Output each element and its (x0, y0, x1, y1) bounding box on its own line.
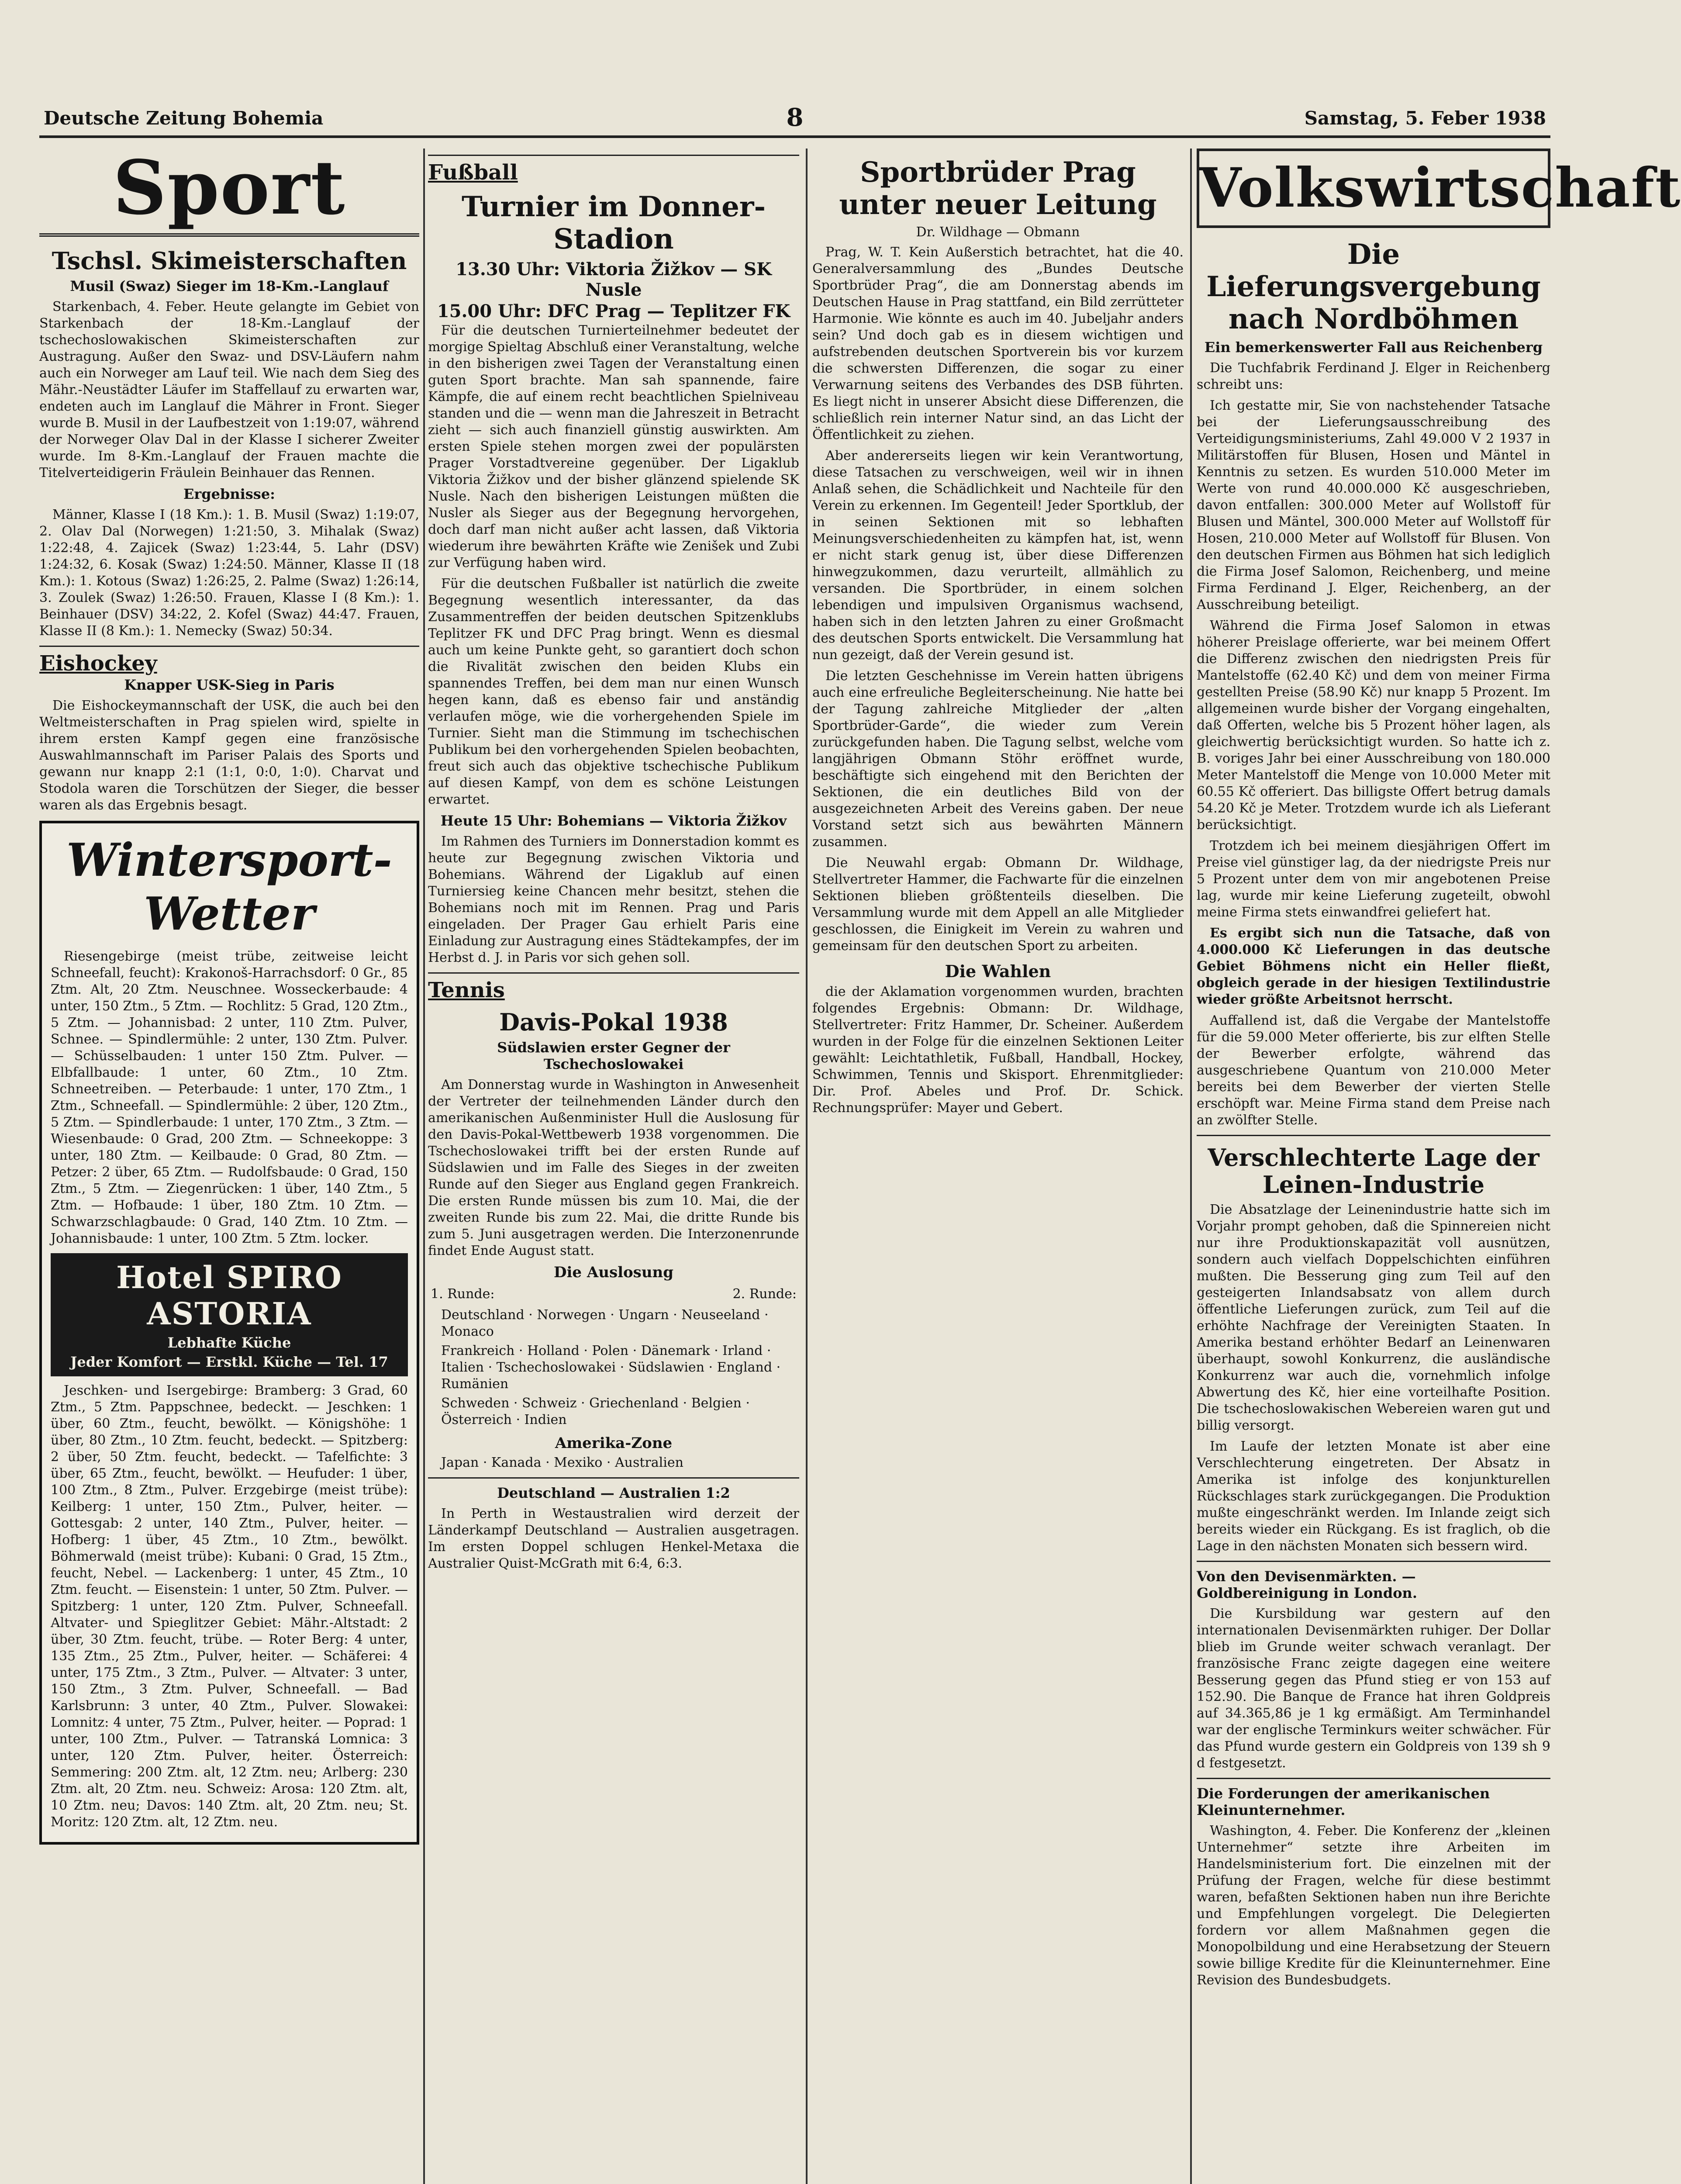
devisen-heading: Von den Devisenmärkten. — Goldbereinigung in London. (1197, 1568, 1417, 1601)
volkswirtschaft-section-title: Volkswirtschaft (1197, 149, 1550, 228)
divider (1197, 1135, 1550, 1136)
sportbrueder-body: Prag, W. T. Kein Außerstich betrachtet, hat die 40. Generalversammlung des „Bundes Deutsche Sportbrüder Prag“, die am Donnerstag abends im Deutschen Hause in Prag stattfand, ein Bild zerrütteter Harmonie. Wie könnte es auch im 40. Jubeljahr anders sein? Und doch gab es in diesem wichtigen und aufstrebenden deutschen Sportverein bis vor kurzem die schwersten Differenzen, die sogar zu einer Verwarnung seitens des Verbandes des DSB führten. Es liegt nicht in unserer Absicht diese Differenzen, die schließlich rein interner Natur sind, an das Licht der Öffentlichkeit zu ziehen. (812, 245, 1184, 442)
wintersport-box (39, 821, 419, 1845)
divider (39, 646, 419, 647)
draw-header (428, 1286, 799, 1303)
sportbrueder-headline: Sportbrüder Prag unter neuer Leitung (839, 156, 1157, 221)
running-head (39, 100, 1550, 138)
kleinunternehmer-body: Washington, 4. Feber. Die Konferenz der „kleinen Unternehmer“ setzte ihre Arbeiten im Handelsministerium fort. Die einzelnen mit der Prüfung der Fragen, welche für diese bestimmt waren, befaßten Sektionen haben nun ihre Berichte und Empfehlungen vorgelegt. Die Delegierten fordern vor allem Maßnahmen gegen die Monopolbildung und eine Herabsetzung der Steuern sowie billige Kredite für die Kleinunternehmer. Eine Revision des Bundesbudgets. (1197, 1823, 1550, 1988)
draw-round-2: 2. Runde: (732, 1286, 797, 1302)
sportbrueder-body-2: Aber andererseits liegen wir kein Verantwortung, diese Tatsachen zu verschweigen, weil wir in ihnen Anlaß sehen, die Schädlichkeit und Nachteile für den Verein zu erkennen. Im Gegenteil! Jeder Sportklub, der in seinen Sektionen mit so lebhaften Meinungsverschiedenheiten zu kämpfen hat, ist, wenn er nicht stark genug ist, über diese Differenzen hinwegzukommen, dazu verurteilt, allmählich zu versanden. Die Sportbrüder, in einem solchen lebendigen und impulsiven Organismus wachsend, haben sich in den letzten Jahren zu einer Großmacht des deutschen Sports entwickelt. Die Versammlung hat nun gezeigt, daß der Verein gesund ist. (812, 448, 1184, 663)
issue-date: Samstag, 5. Feber 1938 (1304, 107, 1546, 129)
lieferung-body-2: Während die Firma Josef Salomon in etwas höherer Preislage offerierte, war bei meinem Offert die Differenz zwischen den niedrigsten Preis für Mantelstoffe (62.40 Kč) und dem von meiner Firma gestellten Preise (58.90 Kč) nur knapp 5 Prozent. Im allgemeinen wurde bisher der Vorgang eingehalten, daß Offerten, welche bis 5 Prozent höher lagen, als gleichwertig berücksichtigt wurden. So hatte ich z. B. voriges Jahr bei einer Ausschreibung von 180.000 Meter Mantelstoff die Menge von 10.000 Meter mit 60.55 Kč offeriert. Das billigste Offert betrug damals 54.20 Kč je Meter. Trotzdem wurde ich als Lieferant berücksichtigt. (1197, 618, 1550, 833)
davis-headline: Davis-Pokal 1938 (499, 1008, 728, 1036)
sport-section-title: Sport (39, 149, 419, 237)
lieferung-intro: Die Tuchfabrik Ferdinand J. Elger in Reichenberg schreibt uns: (1197, 360, 1550, 392)
column-4 (1197, 149, 1681, 2184)
masthead-name: Deutsche Zeitung Bohemia (44, 107, 324, 129)
eishockey-subtitle: Knapper USK-Sieg in Paris (124, 677, 335, 693)
fixture-1: 13.30 Uhr: Viktoria Žižkov — SK Nusle (456, 259, 772, 300)
divider (428, 972, 799, 974)
lieferung-body: Ich gestatte mir, Sie von nachstehender Tatsache bei der Lieferungsausschreibung des Verteidigungsministeriums, Zahl 49.000 V 2 1937 in Militärstoffen für Blusen, Hosen und Mäntel in Kenntnis zu setzen. Es wurden 510.000 Meter im Werte von rund 40.000.000 Kč ausgeschrieben, davon entfallen: 300.000 Meter auf Wollstoff für Blusen und Mäntel, 300.000 Meter auf Wollstoff für Hosen, 210.000 Meter auf Wollstoff für Blusen. Von den deutschen Firmen aus Böhmen hat sich lediglich die Firma Josef Salomon, Reichenberg, und meine Firma Ferdinand J. Elger, Reichenberg, an der Ausschreibung beteiligt. (1197, 398, 1550, 612)
fixture-2: 15.00 Uhr: DFC Prag — Teplitzer FK (437, 301, 790, 321)
lieferung-body-3: Trotzdem ich bei meinem diesjährigen Offert im Preise viel günstiger lag, da der niedrigste Preis nur 5 Prozent unter dem von mir angebotenen Preise lag, wurde mir keine Lieferung zugeteilt, obwohl meine Firma stets einwandfrei geliefert hat. (1197, 838, 1550, 920)
eishockey-body: Die Eishockeymannschaft der USK, die auch bei den Weltmeisterschaften in Prag spielen wird, spielte in ihrem ersten Kampf gegen eine französische Auswahlmannschaft im Pariser Palais des Sports und gewann nur knapp 2:1 (1:1, 0:0, 1:0). Charvat und Stodola waren die Torschützen der Sieger, die besser waren als das Ergebnis besagt. (39, 698, 419, 813)
wahlen-body: die der Aklamation vorgenommen wurden, brachten folgendes Ergebnis: Obmann: Dr. Wildhage, Stellvertreter: Fritz Hammer, Dr. Scheiner. Außerdem wurden in der Folge für die einzelnen Sektionen Leiter gewählt: Leichtathletik, Fußball, Handball, Hockey, Schwimmen, Tennis und Skisport. Ehrenmitglieder: Dir. Prof. Abeles und Prof. Dr. Schick. Rechnungsprüfer: Mayer und Gebert. (812, 984, 1184, 1116)
sportbrueder-body-3: Die letzten Geschehnisse im Verein hatten übrigens auch eine erfreuliche Begleiterscheinung. Nie hatte bei der Tagung zahlreiche Mitglieder der „alten Sportbrüder-Garde“, die wieder zum Verein zurückgefunden haben. Die Tagung selbst, welche vom langjährigen Obmann Stöhr eröffnet wurde, beschäftigte sich eingehend mit den Berichten der Sektionen, die ein deutliches Bild von der ausgezeichneten Arbeit des Vereins gaben. Der neue Vorstand setzt sich aus bewährten Männern zusammen. (812, 668, 1184, 850)
draw-group-a: Deutschland · Norwegen · Ungarn · Neuseeland · Monaco (441, 1307, 769, 1339)
newspaper-page (39, 100, 1681, 2184)
divider (428, 155, 799, 156)
fussball-subheading: Heute 15 Uhr: Bohemians — Viktoria Žižkov (440, 812, 787, 829)
column-1 (39, 144, 419, 2184)
sportbrueder-body-4: Die Neuwahl ergab: Obmann Dr. Wildhage, Stellvertreter Hammer, die Fachwarte für die einzelnen Sektionen blieben größtenteils dieselben. Die Versammlung wurde mit dem Appell an alle Mitglieder geschlossen, die Einigkeit im Verein zu wahren und gemeinsam für den deutschen Sport zu arbeiten. (812, 855, 1184, 954)
america-zone-title: Amerika-Zone (555, 1434, 673, 1452)
devisen-body: Die Kursbildung war gestern auf den internationalen Devisenmärkten ruhiger. Der Dollar blieb im Grunde weiter schwach veranlagt. Der französische Franc zeigte dagegen eine weitere Besserung gegen das Pfund stieg er von 153 auf 152.90. Die Banque de France hat ihren Goldpreis auf 34.365,86 je 1 kg ermäßigt. Am Terminhandel war der englische Terminkurs weiter schwächer. Für das Pfund wurde gestern ein Goldpreis von 139 sh 9 d festgesetzt. (1197, 1606, 1550, 1771)
draw-group-c: Schweden · Schweiz · Griechenland · Belgien · Österreich · Indien (441, 1396, 750, 1427)
leinen-headline: Verschlechterte Lage der Leinen-Industrie (1208, 1144, 1539, 1199)
draw-group-d: Japan · Kanada · Mexiko · Australien (441, 1455, 683, 1470)
wahlen-title: Die Wahlen (945, 961, 1051, 981)
column-rule (423, 149, 425, 2184)
fussball-headline: Turnier im Donner-Stadion (461, 190, 766, 256)
column-3 (812, 149, 1184, 2184)
draw-title: Die Auslosung (553, 1264, 674, 1281)
lieferung-highlight: Es ergibt sich nun die Tatsache, daß von 4.000.000 Kč Lieferungen in das deutsche Gebiet Böhmens nicht ein Heller fließt, obgleich gerade in der hiesigen Textilindustrie wieder größte Arbeitsnot herrscht. (1197, 926, 1550, 1007)
column-rule (806, 149, 808, 2184)
hotel-advertisement (51, 1253, 408, 1376)
ski-subtitle: Musil (Swaz) Sieger im 18-Km.-Langlauf (70, 278, 389, 294)
divider (428, 1477, 799, 1479)
davis-subtitle: Südslawien erster Gegner der Tschechoslowakei (497, 1039, 730, 1072)
davis-body: Am Donnerstag wurde in Washington in Anwesenheit der Vertreter der teilnehmenden Länder durch den amerikanischen Außenminister Hull die Auslosung für den Davis-Pokal-Wettbewerb 1938 vorgenommen. Die Tschechoslowakei trifft bei der ersten Runde auf Südslawien und im Falle des Sieges in der zweiten Runde auf den Sieger aus England gegen Frankreich. Die ersten Runde müssen bis zum 10. Mai, die der zweiten Runde bis zum 22. Mai, die dritte Runde bis zum 5. Juni ausgetragen werden. Die Interzonenrunde findet Ende August statt. (428, 1077, 799, 1258)
hotel-name: Hotel SPIRO ASTORIA (116, 1259, 342, 1332)
hotel-tagline: Jeder Komfort — Erstkl. Küche — Tel. 17 (70, 1354, 388, 1370)
divider (1197, 1561, 1550, 1562)
wintersport-body-2: Jeschken- und Isergebirge: Bramberg: 3 Grad, 60 Ztm., 5 Ztm. Pappschnee, bedeckt. — Jeschken: 1 über, 60 Ztm., feucht, bewölkt. — Königshöhe: 1 über, 80 Ztm., 10 Ztm. feucht, bedeckt. — Spitzberg: 2 über, 50 Ztm. feucht, bedeckt. — Tafelfichte: 3 über, 65 Ztm., feucht, bewölkt. — Heufuder: 1 über, 100 Ztm., 8 Ztm., Pulver. Erzgebirge (meist trübe): Keilberg: 1 unter, 150 Ztm., Pulver, heiter. — Gottesgab: 2 unter, 140 Ztm., Pulver, heiter. — Hofberg: 1 über, 45 Ztm., 10 Ztm., bewölkt. Böhmerwald (meist trübe): Kubani: 0 Grad, 15 Ztm., feucht, Nebel. — Lackenberg: 1 unter, 45 Ztm., 10 Ztm. feucht. — Eisenstein: 1 unter, 50 Ztm. Pulver. — Spitzberg: 1 unter, 120 Ztm. Pulver, Schneefall. Altvater- und Spieglitzer Gebiet: Mähr.-Altstadt: 2 über, 30 Ztm. feucht, trübe. — Roter Berg: 4 unter, 135 Ztm., 25 Ztm., Pulver, heiter. — Schäferei: 4 unter, 175 Ztm., 3 Ztm., Pulver. — Altvater: 3 unter, 150 Ztm., 3 Ztm. Pulver, Schneefall. — Bad Karlsbrunn: 3 unter, 40 Ztm., Pulver. Slowakei: Lomnitz: 4 unter, 75 Ztm., Pulver, heiter. — Poprad: 1 unter, 100 Ztm., Pulver. — Tatranská Lomnica: 3 unter, 120 Ztm. Pulver, heiter. Österreich: Semmering: 200 Ztm. alt, 12 Ztm. neu; Arlberg: 230 Ztm. alt, 20 Ztm. neu. Schweiz: Arosa: 120 Ztm. alt, 10 Ztm. neu; Davos: 140 Ztm. alt, 20 Ztm. neu; St. Moritz: 120 Ztm. alt, 12 Ztm. neu. (51, 1383, 408, 1830)
wintersport-body: Riesengebirge (meist trübe, zeitweise leicht Schneefall, feucht): Krakonoš-Harrachsdorf: 0 Gr., 85 Ztm. Alt, 20 Ztm. Neuschnee. Wosseckerbaude: 4 unter, 150 Ztm., 5 Ztm. — Rochlitz: 5 Grad, 120 Ztm., 5 Ztm. — Johannisbad: 2 unter, 110 Ztm. Pulver, Schnee. — Spindlermühle: 2 unter, 130 Ztm. Pulver. — Schüsselbauden: 1 unter 150 Ztm. Pulver. — Elbfallbaude: 1 unter, 60 Ztm., 10 Ztm. Schneetreiben. — Peterbaude: 1 unter, 170 Ztm., 1 Ztm., Schneefall. — Spindlermühle: 2 über, 120 Ztm., 5 Ztm. — Spindlerbaude: 1 unter, 170 Ztm., 3 Ztm. — Wiesenbaude: 0 Grad, 200 Ztm. — Schneekoppe: 3 unter, 180 Ztm. — Keilbaude: 0 Grad, 80 Ztm. — Petzer: 2 über, 65 Ztm. — Rudolfsbaude: 0 Grad, 150 Ztm., 5 Ztm. — Ziegenrücken: 1 über, 140 Ztm., 5 Ztm. — Hofbaude: 1 über, 180 Ztm. 10 Ztm. — Schwarzschlagbaude: 0 Grad, 140 Ztm. 10 Ztm. — Johannisbaude: 1 unter, 100 Ztm. 5 Ztm. locker. (51, 949, 408, 1246)
davis-result-body: In Perth in Westaustralien wird derzeit der Länderkampf Deutschland — Australien ausgetragen. Im ersten Doppel schlugen Henkel-Metaxa die Australier Quist-McGrath mit 6:4, 6:3. (428, 1506, 799, 1571)
davis-result-title: Deutschland — Australien 1:2 (497, 1485, 730, 1501)
fussball-body: Für die deutschen Turnierteilnehmer bedeutet der morgige Spieltag Abschluß einer Veranstaltung, welche in den bisherigen zwei Tagen der Veranstaltung einen guten Sport brachte. Man sah spannende, faire Kämpfe, die auf einem recht beachtlichen Spielniveau standen und die — wenn man die Jahreszeit in Betracht zieht — sich auch finanziell günstig auswirkten. Am ersten Spiele stehen morgen zwei der populärsten Prager Vorstadtvereine gegenüber. Der Ligaklub Viktoria Žižkov und der bisher glänzend spielende SK Nusle. Nach den bisherigen Leistungen müßten die Nusler als Sieger aus der Begegnung hervorgehen, doch darf man nicht außer acht lassen, daß Viktoria wiederum ihre bewährten Kräfte wie Zenišek und Zubi zur Verfügung haben wird. (428, 323, 799, 570)
ski-results: Männer, Klasse I (18 Km.): 1. B. Musil (Swaz) 1:19:07, 2. Olav Dal (Norwegen) 1:21:50, 3. Mihalak (Swaz) 1:22:48, 4. Zajicek (Swaz) 1:23:44, 5. Lahr (DSV) 1:24:32, 6. Kosak (Swaz) 1:24:50. Männer, Klasse II (18 Km.): 1. Kotous (Swaz) 1:26:25, 2. Palme (Swaz) 1:26:14, 3. Zoulek (Swaz) 1:26:50. Frauen, Klasse I (8 Km.): 1. Beinhauer (DSV) 34:22, 2. Kofel (Swaz) 44:47. Frauen, Klasse II (8 Km.): 1. Nemecky (Swaz) 50:34. (39, 507, 419, 639)
lieferung-body-4: Auffallend ist, daß die Vergabe der Mantelstoffe für die 59.000 Meter offerierte, bis zur elften Stelle der Bewerber erfolgte, während das ausgeschriebene Quantum von 210.000 Meter bereits bei dem Bewerber der vierten Stelle erschöpft war. Meine Firma stand dem Preise nach an zwölfter Stelle. (1197, 1013, 1550, 1128)
ski-results-title: Ergebnisse: (183, 486, 275, 502)
draw-round-1: 1. Runde: (431, 1286, 495, 1302)
fussball-body-3: Im Rahmen des Turniers im Donnerstadion kommt es heute zur Begegnung zwischen Viktoria und Bohemians. Während der Ligaklub auf einen Turniersieg keine Chancen mehr besitzt, stehen die Bohemians noch mit im Rennen. Prag und Paris eingeladen. Der Prager Gau erhielt Paris eine Einladung zur Austragung eines Städtekampfes, der im Herbst d. J. in Paris vor sich gehen soll. (428, 834, 799, 965)
eishockey-heading: Eishockey (39, 651, 157, 676)
ski-body: Starkenbach, 4. Feber. Heute gelangte im Gebiet von Starkenbach der 18-Km.-Langlauf der tschechoslowakischen Skimeisterschaften zur Austragung. Außer den Swaz- und DSV-Läufern nahm auch ein Norweger am Lauf teil. Wie nach dem Sieg des Mähr.-Neustädter Läufer im Staffellauf zu erwarten war, endeten auch im Langlauf die Mährer in Front. Sieger wurde B. Musil in der Laufbestzeit von 1:19:07, während der Norweger Olav Dal in der Klasse I sicherer Zweiter wurde. Im 8-Km.-Langlauf der Frauen machte die Titelverteidigerin Fräulein Beinhauer das Rennen. (39, 299, 419, 480)
wintersport-title: Wintersport-Wetter (66, 833, 392, 940)
column-rule (1190, 149, 1192, 2184)
divider (1197, 1778, 1550, 1779)
tennis-heading: Tennis (428, 978, 505, 1002)
kleinunternehmer-heading: Die Forderungen der amerikanischen Kleinunternehmer. (1197, 1785, 1490, 1818)
lieferung-headline: Die Lieferungsvergebung nach Nordböhmen (1206, 238, 1541, 335)
lieferung-subtitle: Ein bemerkenswerter Fall aus Reichenberg (1204, 339, 1543, 356)
column-2 (428, 149, 799, 2184)
sportbrueder-byline: Dr. Wildhage — Obmann (916, 225, 1080, 240)
draw-group-b: Frankreich · Holland · Polen · Dänemark · Irland · Italien · Tschechoslowakei · Südslawien · England · Rumänien (441, 1343, 781, 1392)
hotel-badge: Lebhafte Küche (167, 1334, 291, 1351)
page-number: 8 (786, 103, 804, 132)
leinen-body: Die Absatzlage der Leinenindustrie hatte sich im Vorjahr prompt gehoben, daß die Spinnereien nicht nur ihre Produktionskapazität voll ausnützen, sondern auch vielfach Doppelschichten einführen mußten. Die Besserung ging zum Teil auf den gesteigerten Inlandsabsatz von allem durch öffentliche Lieferungen zurück, zum Teil auf die erhöhte Nachfrage der Vereinigten Staaten. In Amerika bestand erhöhter Bedarf an Leinenwaren überhaupt, sowohl Konkurrenz, die ausländische Konkurrenz war auch die, vornehmlich infolge Abwertung des Kč, hier eine vorteilhafte Position. Die tschechoslowakischen Webereien waren gut und billig versorgt. (1197, 1202, 1550, 1433)
leinen-body-2: Im Laufe der letzten Monate ist aber eine Verschlechterung eingetreten. Der Absatz in Amerika ist infolge des konjunkturellen Rückschlages stark zurückgegangen. Die Produktion mußte eingeschränkt werden. Im Inlande zeigt sich bereits wieder ein Rückgang. Es ist fraglich, ob die Lage in den nächsten Monaten sich bessern wird. (1197, 1439, 1550, 1554)
fussball-heading: Fußball (428, 160, 518, 185)
fussball-body-2: Für die deutschen Fußballer ist natürlich die zweite Begegnung wesentlich interessanter, da das Zusammentreffen der beiden deutschen Spitzenklubs Teplitzer FK und DFC Prag bringt. Wenn es diesmal auch um keine Punkte geht, so garantiert doch schon die Rivalität zwischen den beiden Klubs ein spannendes Treffen, bei dem man nur einen Wunsch hegen kann, daß es ebenso fair und anständig verlaufen möge, wie die vorhergehenden Spiele im Turnier. Sieht man die Stimmung im tschechischen Publikum bei den vorhergehenden Spielen beobachten, freut sich auch das objektive tschechische Publikum auf diesen Kampf, von dem es schöne Leistungen erwartet. (428, 576, 799, 807)
ski-headline: Tschsl. Skimeisterschaften (52, 247, 407, 275)
